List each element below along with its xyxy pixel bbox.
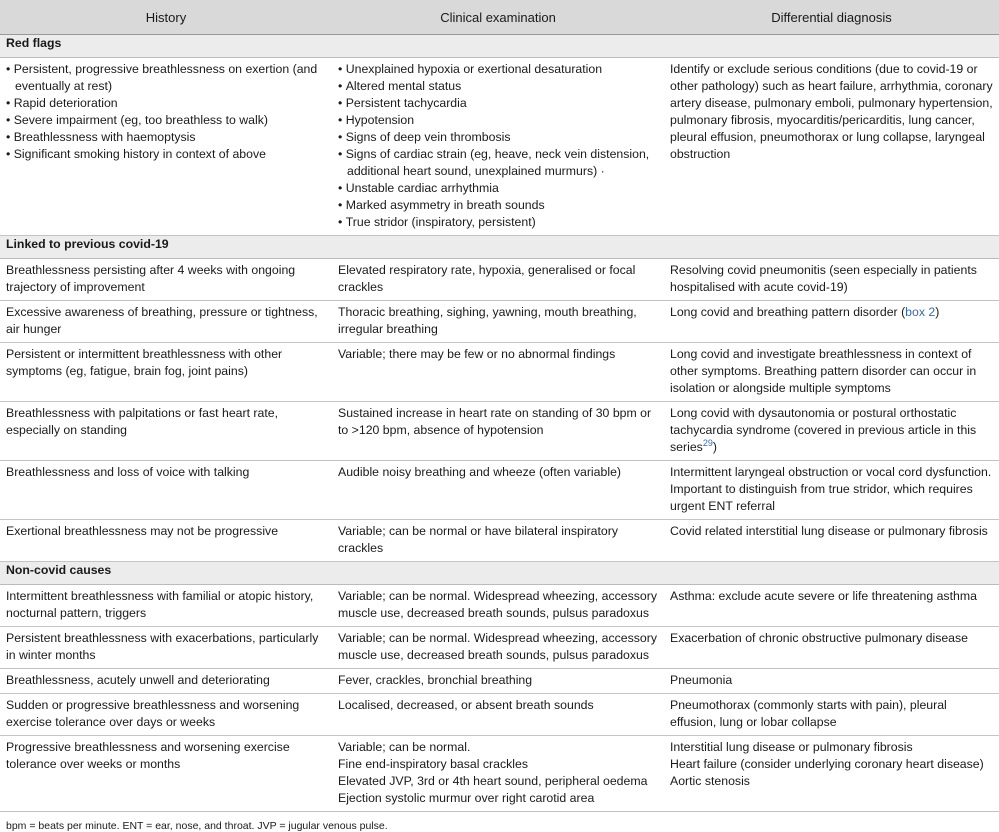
diff-text-after: ) [712, 440, 717, 454]
table-row [0, 301, 999, 343]
history-cell: Exertional breathlessness may not be progressive [0, 520, 332, 562]
exam-cell: Audible noisy breathing and wheeze (often variable) [332, 461, 664, 520]
diff-cell [664, 301, 999, 343]
table-row [0, 694, 999, 736]
list-item: • Significant smoking history in context of above [6, 146, 326, 163]
list-item: • Persistent, progressive breathlessness on exertion (and eventually at rest) [6, 61, 326, 95]
list-item: • Marked asymmetry in breath sounds [338, 197, 658, 214]
reference-29-link[interactable]: 29 [702, 437, 713, 448]
diff-cell: Identify or exclude serious conditions (due to covid-19 or other pathology) such as heart failure, arrhythmia, coronary artery disease, pulmonary emboli, pulmonary hypertension, pulmonary fibrosis, myocarditis/pericarditis, lung cancer, pleural effusion, pneumothorax or lung collapse, laryngeal obstruction [664, 58, 999, 236]
diff-line: Aortic stenosis [670, 774, 750, 788]
exam-cell: Elevated respiratory rate, hypoxia, generalised or focal crackles [332, 259, 664, 301]
exam-cell: Variable; can be normal. Widespread wheezing, accessory muscle use, decreased breath sounds, pulsus paradoxus [332, 627, 664, 669]
history-list [6, 61, 326, 163]
exam-line: Ejection systolic murmur over right carotid area [338, 791, 595, 805]
history-cell: Persistent or intermittent breathlessness with other symptoms (eg, fatigue, brain fog, joint pains) [0, 343, 332, 402]
exam-cell: Sustained increase in heart rate on standing of 30 bpm or to >120 bpm, absence of hypotension [332, 402, 664, 461]
history-cell: Breathlessness persisting after 4 weeks with ongoing trajectory of improvement [0, 259, 332, 301]
exam-cell [332, 58, 664, 236]
diff-text: Long covid and breathing pattern disorder ( [670, 305, 906, 319]
list-item: • Signs of cardiac strain (eg, heave, neck vein distension, additional heart sound, unexplained murmurs) · [338, 146, 658, 180]
section-row [0, 35, 999, 58]
diff-text: Long covid with dysautonomia or postural orthostatic tachycardia syndrome (covered in previous article in this series [670, 406, 977, 454]
diff-cell: Long covid and investigate breathlessness in context of other symptoms. Breathing pattern disorder can occur in isolation or alongside multiple symptoms [664, 343, 999, 402]
history-cell: Breathlessness with palpitations or fast heart rate, especially on standing [0, 402, 332, 461]
list-item: • Severe impairment (eg, too breathless to walk) [6, 112, 326, 129]
list-item: • Rapid deterioration [6, 95, 326, 112]
table-footnote: bpm = beats per minute. ENT = ear, nose, and throat. JVP = jugular venous pulse. [6, 820, 388, 832]
exam-cell: Variable; can be normal. Widespread wheezing, accessory muscle use, decreased breath sounds, pulsus paradoxus [332, 585, 664, 627]
section-row [0, 562, 999, 585]
history-cell: Sudden or progressive breathlessness and worsening exercise tolerance over days or weeks [0, 694, 332, 736]
exam-cell: Thoracic breathing, sighing, yawning, mouth breathing, irregular breathing [332, 301, 664, 343]
header-diff: Differential diagnosis [664, 0, 999, 35]
list-item: • Hypotension [338, 112, 658, 129]
diff-cell: Exacerbation of chronic obstructive pulmonary disease [664, 627, 999, 669]
section-title: Linked to previous covid-19 [0, 236, 999, 259]
history-cell: Breathlessness, acutely unwell and deteriorating [0, 669, 332, 694]
diff-cell: Covid related interstitial lung disease or pulmonary fibrosis [664, 520, 999, 562]
table-row [0, 259, 999, 301]
diff-cell: Pneumonia [664, 669, 999, 694]
header-history: History [0, 0, 332, 35]
header-row [0, 0, 999, 35]
diff-line: Interstitial lung disease or pulmonary fibrosis [670, 740, 913, 754]
diff-cell [664, 402, 999, 461]
table-row [0, 58, 999, 236]
header-exam: Clinical examination [332, 0, 664, 35]
list-item: • Unexplained hypoxia or exertional desaturation [338, 61, 658, 78]
diff-text-after: ) [935, 305, 940, 319]
table-row [0, 585, 999, 627]
table-row [0, 402, 999, 461]
table-row [0, 736, 999, 812]
diff-cell: Resolving covid pneumonitis (seen especially in patients hospitalised with acute covid-19) [664, 259, 999, 301]
section-title: Non-covid causes [0, 562, 999, 585]
list-item: • True stridor (inspiratory, persistent) [338, 214, 658, 231]
exam-cell [332, 736, 664, 812]
box-2-link[interactable]: box 2 [905, 305, 936, 319]
table-row [0, 520, 999, 562]
table-row [0, 627, 999, 669]
diff-cell: Pneumothorax (commonly starts with pain), pleural effusion, lung or lobar collapse [664, 694, 999, 736]
list-item: • Altered mental status [338, 78, 658, 95]
list-item: • Unstable cardiac arrhythmia [338, 180, 658, 197]
history-cell: Intermittent breathlessness with familial or atopic history, nocturnal pattern, triggers [0, 585, 332, 627]
list-item: • Signs of deep vein thrombosis [338, 129, 658, 146]
exam-cell: Variable; there may be few or no abnormal findings [332, 343, 664, 402]
diff-cell [664, 736, 999, 812]
exam-list [338, 61, 658, 231]
history-cell: Breathlessness and loss of voice with talking [0, 461, 332, 520]
table-row [0, 669, 999, 694]
exam-cell: Variable; can be normal or have bilateral inspiratory crackles [332, 520, 664, 562]
history-cell: Persistent breathlessness with exacerbations, particularly in winter months [0, 627, 332, 669]
exam-line: Elevated JVP, 3rd or 4th heart sound, peripheral oedema [338, 774, 648, 788]
history-cell: Progressive breathlessness and worsening exercise tolerance over weeks or months [0, 736, 332, 812]
list-item: • Persistent tachycardia [338, 95, 658, 112]
history-cell: Excessive awareness of breathing, pressure or tightness, air hunger [0, 301, 332, 343]
exam-cell: Localised, decreased, or absent breath sounds [332, 694, 664, 736]
section-row [0, 236, 999, 259]
list-item: • Breathlessness with haemoptysis [6, 129, 326, 146]
diff-line: Heart failure (consider underlying coronary heart disease) [670, 757, 984, 771]
diff-cell: Intermittent laryngeal obstruction or vocal cord dysfunction. Important to distinguish from true stridor, which requires urgent ENT referral [664, 461, 999, 520]
table-row [0, 343, 999, 402]
table-row [0, 461, 999, 520]
diff-cell: Asthma: exclude acute severe or life threatening asthma [664, 585, 999, 627]
history-cell [0, 58, 332, 236]
section-title: Red flags [0, 35, 999, 58]
exam-line: Fine end-inspiratory basal crackles [338, 757, 529, 771]
exam-line: Variable; can be normal. [338, 740, 471, 754]
exam-cell: Fever, crackles, bronchial breathing [332, 669, 664, 694]
